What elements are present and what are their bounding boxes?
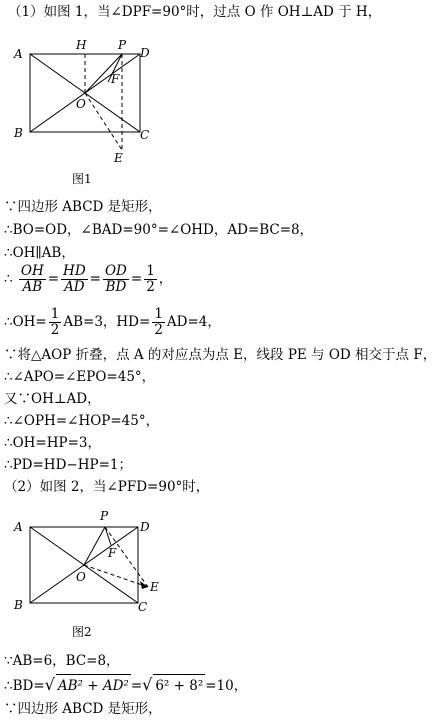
sqrt-ab2-ad2: AB² + AD² [56, 674, 131, 697]
fig1-label-a: A [14, 47, 23, 61]
fig1-label-f: F [111, 72, 120, 86]
segment-op-2 [84, 527, 105, 565]
fig2-label-b: B [14, 598, 23, 612]
fraction-oh-ab: $\frac{OH}{AB}$ [20, 263, 44, 295]
segment-pf-2 [105, 527, 111, 545]
fig1-label-p: P [118, 38, 127, 52]
sqrt-6-8: 6² + 8² [153, 674, 205, 697]
figure-2 [8, 505, 178, 615]
line-12: （2）如图 2，当∠PFD=90°时， [4, 479, 210, 495]
fig2-label-c: C [138, 600, 148, 614]
line-3: ∴OH∥AB， [4, 245, 75, 261]
line-11: ∴PD=HD−HP=1； [4, 457, 132, 473]
line-7: ∴∠APO=∠EPO=45°， [4, 369, 156, 385]
line-9: ∴∠OPH=∠HOP=45°， [4, 413, 160, 429]
fig2-label-a: A [14, 520, 23, 534]
fig1-caption: 图1 [72, 172, 92, 186]
line-10: ∴OH=HP=3， [4, 435, 101, 451]
fig1-label-o: O [76, 97, 86, 111]
fig2-label-o: O [76, 570, 86, 584]
line-13: ∵AB=6，BC=8， [4, 653, 120, 669]
fig2-label-d: D [140, 520, 150, 534]
line-14: ∴BD=√ AB² + AD² =√ 6² + 8² =10， [4, 674, 247, 697]
fig2-label-p: P [100, 509, 109, 523]
part1-heading: （1）如图 1，当∠DPF=90°时，过点 O 作 OH⊥AD 于 H， [8, 4, 382, 20]
line-4: ∴ $\frac{OH}{AB}$ = $\frac{HD}{AD}$ = $\frac{OD}{BD}$ = $\frac{1}{2}$ ， [4, 263, 173, 295]
line-8: 又∵OH⊥AD， [4, 391, 101, 407]
line-6: ∵将△AOP 折叠，点 A 的对应点为点 E，线段 PE 与 OD 相交于点 F， [4, 347, 437, 363]
line-1: ∵四边形 ABCD 是矩形， [4, 199, 162, 215]
fig1-label-c: C [140, 128, 150, 142]
fraction-od-bd: $\frac{OD}{BD}$ [104, 263, 127, 295]
fig2-label-e: E [150, 580, 159, 594]
fig1-label-e: E [114, 151, 123, 165]
line-2: ∴BO=OD，∠BAD=90°=∠OHD，AD=BC=8， [4, 222, 314, 238]
fraction-half-ad: $\frac{1}{2}$ [154, 306, 163, 338]
fig1-label-b: B [14, 126, 23, 140]
fraction-one-half: $\frac{1}{2}$ [146, 263, 155, 295]
fraction-half-ab: $\frac{1}{2}$ [50, 306, 60, 338]
fig1-label-h: H [76, 38, 87, 52]
segment-oe [85, 93, 122, 150]
fig1-label-d: D [140, 46, 150, 60]
line-5: ∴OH= $\frac{1}{2}$ AB=3，HD= $\frac{1}{2}$ AD=4， [4, 306, 221, 338]
fig2-label-f: F [108, 546, 117, 560]
line-15: ∵四边形 ABCD 是矩形， [4, 701, 162, 717]
fraction-hd-ad: $\frac{HD}{AD}$ [63, 263, 86, 295]
fig2-caption: 图2 [72, 625, 92, 639]
